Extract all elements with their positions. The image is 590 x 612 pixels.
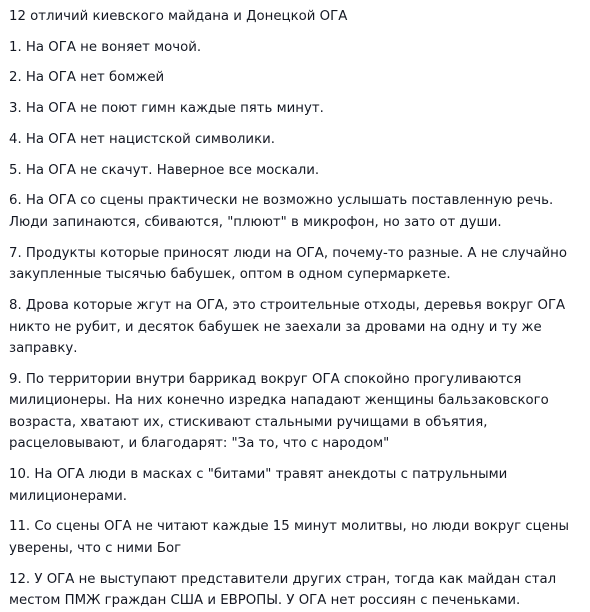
list-item-7: 7. Продукты которые приносят люди на ОГА, почему-то разные. А не случайно закупленные тысячью бабушек, оптом в одном супермаркете. xyxy=(9,245,568,283)
list-item-6: 6. На ОГА со сцены практически не возможно услышать поставленную речь. Люди запинаются, сбиваются, "плюют" в микрофон, но зато от души. xyxy=(9,193,554,230)
list-item-12: 12. У ОГА не выступают представители других стран, тогда как майдан стал местом ПМЖ граждан США и ЕВРОПЫ. У ОГА нет россиян с печеньками. xyxy=(9,571,557,609)
list-item-11: 11. Со сцены ОГА не читают каждые 15 минут молитвы, но люди вокруг сцены уверены, что с ними Бог xyxy=(9,519,570,556)
list-item-2: 2. На ОГА нет бомжей xyxy=(9,70,165,86)
list-item-3: 3. На ОГА не поют гимн каждые пять минут. xyxy=(9,101,324,117)
post-title: 12 отличий киевского майдана и Донецкой ОГА xyxy=(9,9,348,24)
list-item-5: 5. На ОГА не скачут. Наверное все москали. xyxy=(9,162,320,178)
list-item-8: 8. Дрова которые жгут на ОГА, это строительные отходы, деревья вокруг ОГА никто не рубит, и десяток бабушек не заехали за дровами на одну и ту же заправку. xyxy=(9,298,566,357)
list-item-4: 4. На ОГА нет нацистской символики. xyxy=(9,131,275,147)
list-item-9: 9. По территории внутри баррикад вокруг ОГА спокойно прогуливаются милиционеры. На них конечно изредка нападают женщины бальзаковского возраста, хватают их, стискивают стальными ручищами в объятия, расцеловывают, и благодарят: "За то, что с народом" xyxy=(9,371,549,452)
list-item-10: 10. На ОГА люди в масках с "битами" травят анекдоты с патрульными милиционерами. xyxy=(9,467,508,504)
list-item-1: 1. На ОГА не воняет мочой. xyxy=(9,39,202,55)
